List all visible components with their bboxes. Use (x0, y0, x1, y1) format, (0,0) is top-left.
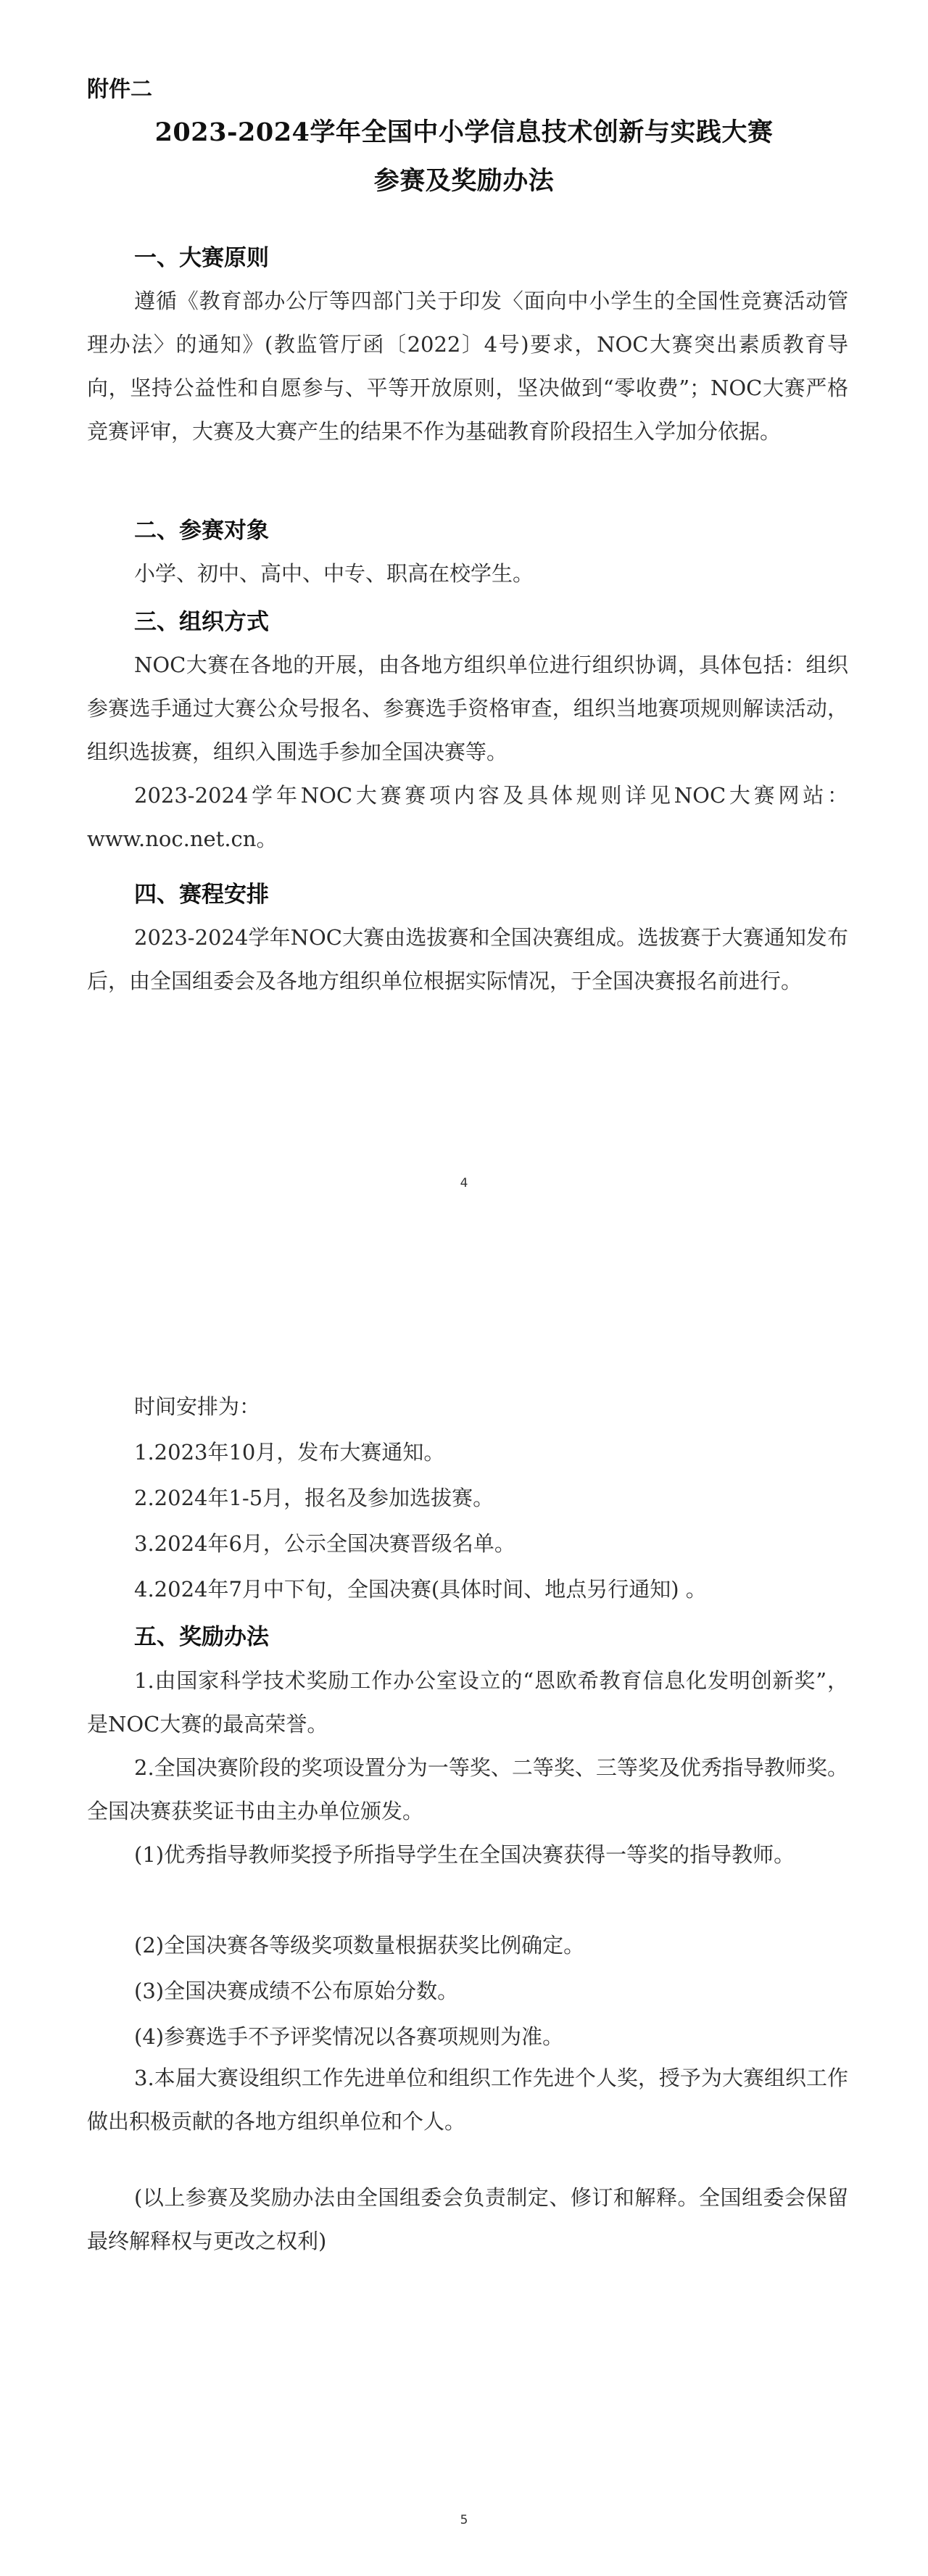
schedule-item: 1.2023年10月，发布大赛通知。 (134, 1440, 445, 1465)
section-heading-schedule: 四、赛程安排 (134, 882, 269, 908)
section-paragraph-schedule: 2023-2024学年NOC大赛由选拔赛和全国决赛组成。选拔赛于大赛通知发布后，由全国组委会及各地方组织单位根据实际情况，于全国决赛报名前进行。 (87, 925, 848, 993)
award-sub-item-3: (3)全国决赛成绩不公布原始分数。 (134, 1979, 459, 2003)
award-sub-item-4: (4)参赛选手不予评奖情况以各赛项规则为准。 (134, 2024, 564, 2049)
document-title: 2023-2024学年全国中小学信息技术创新与实践大赛 (154, 117, 774, 147)
annex-label: 附件二 (87, 77, 152, 102)
award-item-3: 3.本届大赛设组织工作先进单位和组织工作先进个人奖，授予为大赛组织工作做出积极贡献的各地方组织单位和个人。 (87, 2066, 848, 2134)
section-heading-awards: 五、奖励办法 (134, 1624, 269, 1650)
award-item-2: 2.全国决赛阶段的奖项设置分为一等奖、二等奖、三等奖及优秀指导教师奖。全国决赛获奖证书由主办单位颁发。 (87, 1755, 848, 1823)
section-heading-principles: 一、大赛原则 (134, 245, 269, 271)
award-sub-item-2: (2)全国决赛各等级奖项数量根据获奖比例确定。 (134, 1933, 585, 1958)
section-paragraph-organization: NOC大赛在各地的开展，由各地方组织单位进行组织协调，具体包括：组织参赛选手通过大赛公众号报名、参赛选手资格审查，组织当地赛项规则解读活动，组织选拔赛，组织入围选手参加全国决赛等。 (87, 653, 848, 764)
page-number: 5 (460, 2513, 468, 2527)
schedule-intro: 时间安排为： (134, 1394, 261, 1419)
schedule-item: 3.2024年6月，公示全国决赛晋级名单。 (134, 1531, 515, 1556)
schedule-item: 4.2024年7月中下旬，全国决赛(具体时间、地点另行通知) 。 (134, 1577, 707, 1602)
award-sub-item-1: (1)优秀指导教师奖授予所指导学生在全国决赛获得一等奖的指导教师。 (134, 1842, 795, 1867)
closing-note: (以上参赛及奖励办法由全国组委会负责制定、修订和解释。全国组委会保留最终解释权与更改之权利) (87, 2185, 848, 2253)
document-subtitle: 参赛及奖励办法 (373, 166, 555, 196)
section-paragraph-principles: 遵循《教育部办公厅等四部门关于印发〈面向中小学生的全国性竞赛活动管理办法〉的通知》(教监管厅函〔2022〕4号)要求，NOC大赛突出素质教育导向，坚持公益性和自愿参与、平等开放原则，坚决做到“零收费”；NOC大赛严格竞赛评审，大赛及大赛产生的结果不作为基础教育阶段招生入学加分依据。 (87, 289, 848, 444)
page-number: 4 (460, 1176, 468, 1190)
section-paragraph-participants: 小学、初中、高中、中专、职高在校学生。 (134, 561, 534, 586)
section-paragraph-rules-website: 2023-2024学年NOC大赛赛项内容及具体规则详见NOC大赛网站：www.noc.net.cn。 (87, 783, 848, 851)
section-heading-participants: 二、参赛对象 (134, 518, 269, 544)
schedule-item: 2.2024年1-5月，报名及参加选拔赛。 (134, 1486, 494, 1510)
section-heading-organization: 三、组织方式 (134, 609, 269, 635)
award-item-1: 1.由国家科学技术奖励工作办公室设立的“恩欧希教育信息化发明创新奖”，是NOC大赛的最高荣誉。 (87, 1668, 848, 1736)
document-page-5 (0, 1288, 928, 2576)
